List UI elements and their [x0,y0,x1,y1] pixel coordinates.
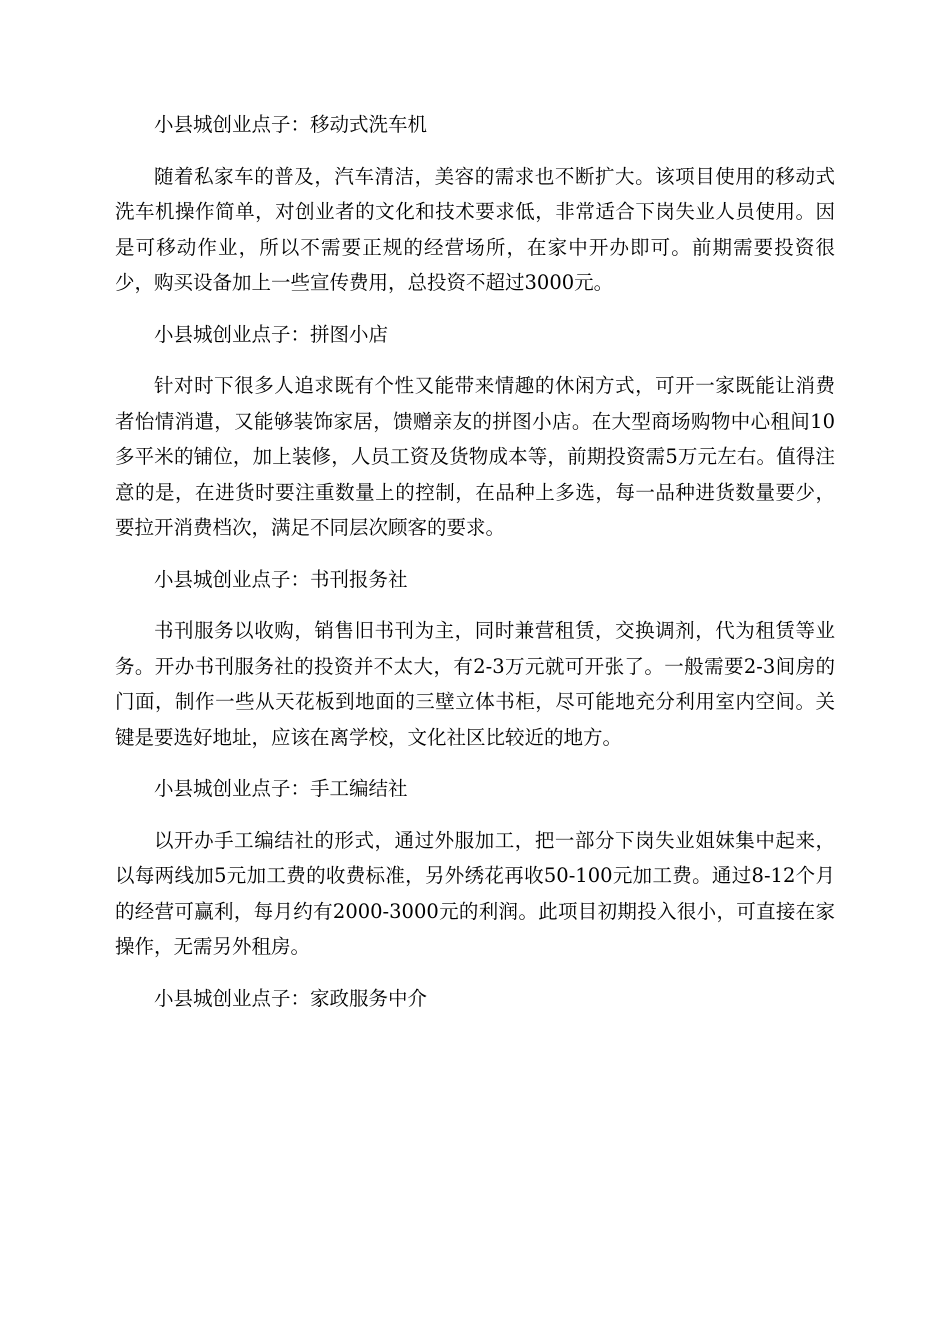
section-body-book-service: 书刊服务以收购，销售旧书刊为主，同时兼营租赁，交换调剂，代为租赁等业务。开办书刊服务社的投资并不太大，有2-3万元就可开张了。一般需要2-3间房的门面，制作一些从天花板到地面的三壁立体书柜，尽可能地充分利用室内空间。关键是要选好地址，应该在离学校，文化社区比较近的地方。 [115,619,835,749]
document-page [115,107,835,1032]
section-heading-book-service: 小县城创业点子：书刊报务社 [154,567,408,591]
section-heading-puzzle-shop: 小县城创业点子：拼图小店 [154,322,389,346]
section-heading-mobile-car-wash: 小县城创业点子：移动式洗车机 [154,113,428,136]
section-body-puzzle-shop: 针对时下很多人追求既有个性又能带来情趣的休闲方式，可开一家既能让消费者怡情消遣，又能够装饰家居，馈赠亲友的拼图小店。在大型商场购物中心租间10多平米的铺位，加上装修，人员工资及货物成本等，前期投资需5万元左右。值得注意的是，在进货时要注重数量上的控制，在品种上多选，每一品种进货数量要少，要拉开消费档次，满足不同层次顾客的要求。 [115,374,835,539]
section-heading-housekeeping-agency: 小县城创业点子：家政服务中介 [154,986,428,1010]
section-body-mobile-car-wash: 随着私家车的普及，汽车清洁，美容的需求也不断扩大。该项目使用的移动式洗车机操作简单，对创业者的文化和技术要求低，非常适合下岗失业人员使用。因是可移动作业，所以不需要正规的经营场所，在家中开办即可。前期需要投资很少，购买设备加上一些宣传费用，总投资不超过3000元。 [115,164,835,294]
section-body-handknit-club: 以开办手工编结社的形式，通过外服加工，把一部分下岗失业姐妹集中起来，以每两线加5元加工费的收费标准，另外绣花再收50-100元加工费。通过8-12个月的经营可赢利，每月约有2000-3000元的利润。此项目初期投入很小，可直接在家操作，无需另外租房。 [115,828,835,958]
section-heading-handknit-club: 小县城创业点子：手工编结社 [154,777,408,800]
